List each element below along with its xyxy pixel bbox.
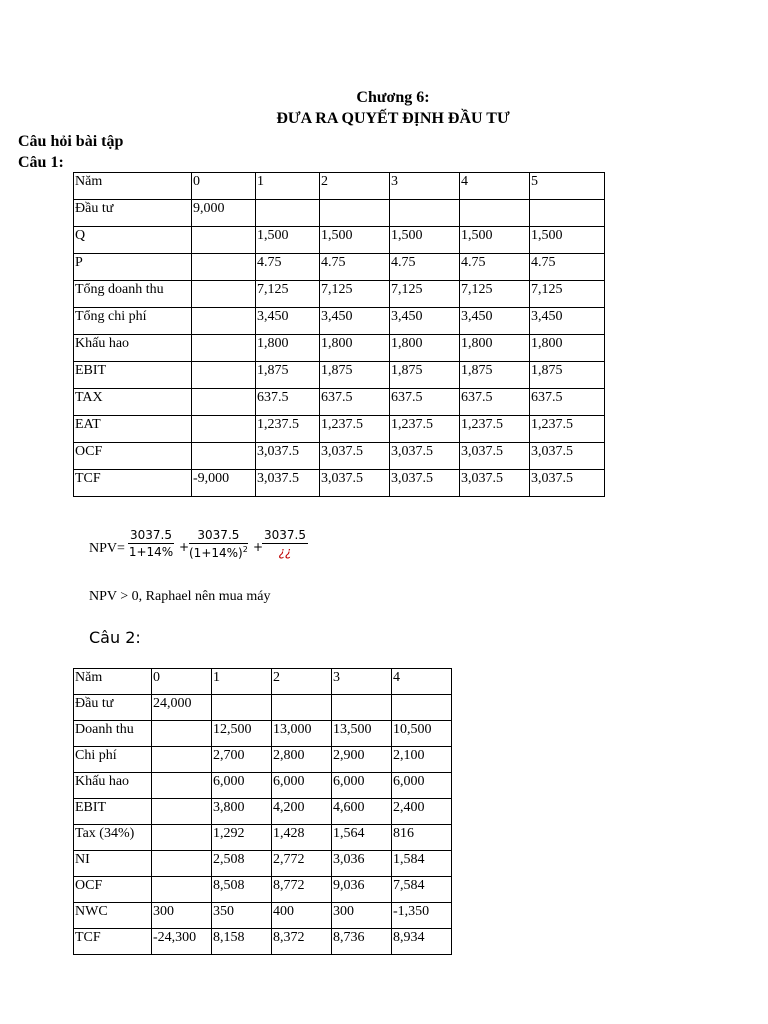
table-cell: 1,500	[390, 227, 460, 254]
plus-sign: +	[179, 540, 190, 554]
table-cell: 400	[272, 903, 332, 929]
table-row	[74, 362, 605, 389]
fraction-3-numerator: 3037.5	[264, 528, 306, 542]
table-cell: 2	[272, 669, 332, 695]
table-cell: 3,450	[256, 308, 320, 335]
table-row	[74, 308, 605, 335]
table-cell: -9,000	[192, 470, 256, 497]
npv-lhs: NPV=	[89, 541, 125, 556]
table-cell: 7,125	[530, 281, 605, 308]
table-cell: 4,600	[332, 799, 392, 825]
table-cell: 4,200	[272, 799, 332, 825]
table-cell: 7,125	[390, 281, 460, 308]
table-cell	[152, 747, 212, 773]
table-cell: 8,934	[392, 929, 452, 955]
table-cell: 3,450	[530, 308, 605, 335]
table-cell: 4.75	[256, 254, 320, 281]
table-row	[74, 443, 605, 470]
table-cell: 3	[332, 669, 392, 695]
table-cell	[192, 335, 256, 362]
fraction-1	[128, 528, 174, 559]
table-cell: 1,237.5	[390, 416, 460, 443]
table-cell: 6,000	[272, 773, 332, 799]
table-cell	[392, 695, 452, 721]
fraction-2-numerator: 3037.5	[189, 528, 248, 544]
row-label-cell: EAT	[74, 416, 192, 443]
table-cell	[152, 773, 212, 799]
table-cell: 637.5	[320, 389, 390, 416]
table-row	[74, 825, 452, 851]
table-cell	[192, 227, 256, 254]
table-cell: 0	[192, 173, 256, 200]
table-cell: 0	[152, 669, 212, 695]
table-cell: 6,000	[332, 773, 392, 799]
table-row	[74, 695, 452, 721]
table-cell: 7,584	[392, 877, 452, 903]
table-cell	[152, 851, 212, 877]
row-label-cell: Doanh thu	[74, 721, 152, 747]
fraction-2	[189, 528, 248, 560]
row-label-cell: Đầu tư	[74, 695, 152, 721]
row-label-cell: Q	[74, 227, 192, 254]
table-cell: 4.75	[320, 254, 390, 281]
question-1-label: Câu 1:	[18, 154, 64, 171]
plus-sign: +	[253, 540, 264, 554]
table-cell: 1	[256, 173, 320, 200]
table-cell	[530, 200, 605, 227]
table-cell	[272, 695, 332, 721]
table-cell: 1,237.5	[530, 416, 605, 443]
fraction-3-denominator: ¿¿	[278, 545, 292, 559]
table-cell: 2,100	[392, 747, 452, 773]
table-cell: 1,564	[332, 825, 392, 851]
table-cell: 2,400	[392, 799, 452, 825]
row-label-cell: Năm	[74, 669, 152, 695]
table-cell: 3,800	[212, 799, 272, 825]
cashflow-table-2	[73, 668, 452, 955]
table-cell: 1,800	[390, 335, 460, 362]
table-cell: 8,772	[272, 877, 332, 903]
table-cell	[390, 200, 460, 227]
row-label-cell: NWC	[74, 903, 152, 929]
row-label-cell: Khấu hao	[74, 773, 152, 799]
table-cell	[192, 254, 256, 281]
table-row	[74, 721, 452, 747]
table-cell: 1,875	[530, 362, 605, 389]
table-row	[74, 669, 452, 695]
table-cell: 8,158	[212, 929, 272, 955]
row-label-cell: TAX	[74, 389, 192, 416]
table-cell: 9,000	[192, 200, 256, 227]
row-label-cell: Đầu tư	[74, 200, 192, 227]
table-cell: 2,700	[212, 747, 272, 773]
table-cell: 6,000	[212, 773, 272, 799]
table-cell: 6,000	[392, 773, 452, 799]
table-row	[74, 200, 605, 227]
table-cell: 7,125	[320, 281, 390, 308]
table-cell: 8,508	[212, 877, 272, 903]
table-cell: 8,736	[332, 929, 392, 955]
table-cell: 1,875	[460, 362, 530, 389]
cashflow-table-1	[73, 172, 605, 497]
table-cell: 637.5	[390, 389, 460, 416]
table-cell	[192, 281, 256, 308]
table-cell: 3,037.5	[320, 470, 390, 497]
table-cell: 1,875	[256, 362, 320, 389]
fraction-2-exponent: 2	[242, 545, 248, 554]
table-cell: 1,800	[460, 335, 530, 362]
table-cell	[320, 200, 390, 227]
table-cell: 3,037.5	[390, 443, 460, 470]
table-cell: 637.5	[256, 389, 320, 416]
table-cell: 3,037.5	[256, 443, 320, 470]
table-cell: 637.5	[460, 389, 530, 416]
table-cell	[192, 443, 256, 470]
row-label-cell: P	[74, 254, 192, 281]
table-cell: 1,428	[272, 825, 332, 851]
table-cell: 10,500	[392, 721, 452, 747]
table-cell	[192, 308, 256, 335]
table-row	[74, 227, 605, 254]
row-label-cell: Khấu hao	[74, 335, 192, 362]
table-cell: 1	[212, 669, 272, 695]
row-label-cell: Tổng chi phí	[74, 308, 192, 335]
row-label-cell: EBIT	[74, 362, 192, 389]
table-cell: 3,450	[390, 308, 460, 335]
table-cell: 24,000	[152, 695, 212, 721]
fraction-1-denominator: 1+14%	[128, 545, 174, 559]
table-cell: -24,300	[152, 929, 212, 955]
row-label-cell: Tax (34%)	[74, 825, 152, 851]
table-cell	[460, 200, 530, 227]
table-cell: 300	[152, 903, 212, 929]
table-cell: 5	[530, 173, 605, 200]
table-cell: 816	[392, 825, 452, 851]
table-cell: 1,292	[212, 825, 272, 851]
table-cell: 13,000	[272, 721, 332, 747]
table-cell	[192, 389, 256, 416]
section-heading: Câu hỏi bài tập	[18, 133, 124, 150]
table-cell: 9,036	[332, 877, 392, 903]
table-cell: 3,037.5	[256, 470, 320, 497]
table-row	[74, 470, 605, 497]
table-cell: 2	[320, 173, 390, 200]
table-cell: 3,450	[460, 308, 530, 335]
fraction-2-denominator: (1+14%)	[189, 546, 243, 560]
table-cell: 1,500	[530, 227, 605, 254]
table-row	[74, 877, 452, 903]
table-cell: 2,900	[332, 747, 392, 773]
table-cell: 1,237.5	[256, 416, 320, 443]
table-cell: 2,772	[272, 851, 332, 877]
table-cell: 1,500	[320, 227, 390, 254]
table-cell: 7,125	[256, 281, 320, 308]
table-cell	[332, 695, 392, 721]
row-label-cell: EBIT	[74, 799, 152, 825]
table-cell	[152, 721, 212, 747]
table-cell: 1,237.5	[320, 416, 390, 443]
table-cell: 3,037.5	[530, 443, 605, 470]
table-row	[74, 903, 452, 929]
table-cell: 1,800	[256, 335, 320, 362]
table-cell: 3,037.5	[460, 443, 530, 470]
row-label-cell: TCF	[74, 929, 152, 955]
table-cell: 1,875	[320, 362, 390, 389]
question-2-label: Câu 2:	[89, 628, 141, 647]
table-row	[74, 389, 605, 416]
table-cell: 1,584	[392, 851, 452, 877]
table-cell: 3,037.5	[460, 470, 530, 497]
table-cell: 1,500	[460, 227, 530, 254]
table-row	[74, 254, 605, 281]
table-cell: 2,800	[272, 747, 332, 773]
table-cell: -1,350	[392, 903, 452, 929]
table-cell	[256, 200, 320, 227]
table-cell: 1,800	[530, 335, 605, 362]
table-cell: 7,125	[460, 281, 530, 308]
row-label-cell: OCF	[74, 443, 192, 470]
table-row	[74, 747, 452, 773]
table-cell: 3,036	[332, 851, 392, 877]
chapter-subtitle: ĐƯA RA QUYẾT ĐỊNH ĐẦU TƯ	[276, 110, 510, 127]
table-row	[74, 773, 452, 799]
table-cell: 1,800	[320, 335, 390, 362]
row-label-cell: TCF	[74, 470, 192, 497]
row-label-cell: NI	[74, 851, 152, 877]
table-cell	[192, 362, 256, 389]
row-label-cell: Năm	[74, 173, 192, 200]
row-label-cell: Chi phí	[74, 747, 152, 773]
chapter-title: Chương 6:	[356, 89, 430, 106]
fraction-1-numerator: 3037.5	[130, 528, 172, 542]
table-cell: 4.75	[460, 254, 530, 281]
table-row	[74, 335, 605, 362]
table-cell: 637.5	[530, 389, 605, 416]
table-row	[74, 851, 452, 877]
row-label-cell: Tổng doanh thu	[74, 281, 192, 308]
table-cell	[152, 877, 212, 903]
table-cell: 300	[332, 903, 392, 929]
table-cell: 3,037.5	[530, 470, 605, 497]
table-row	[74, 799, 452, 825]
fraction-3	[262, 528, 308, 559]
table-cell: 3,037.5	[320, 443, 390, 470]
row-label-cell: OCF	[74, 877, 152, 903]
table-cell: 1,875	[390, 362, 460, 389]
table-cell: 3,450	[320, 308, 390, 335]
table-cell	[152, 799, 212, 825]
table-cell	[212, 695, 272, 721]
table-cell: 4	[460, 173, 530, 200]
table-cell: 12,500	[212, 721, 272, 747]
table-cell: 8,372	[272, 929, 332, 955]
table-cell: 4.75	[390, 254, 460, 281]
table-cell: 1,237.5	[460, 416, 530, 443]
table-cell	[152, 825, 212, 851]
table-cell	[192, 416, 256, 443]
conclusion-text: NPV > 0, Raphael nên mua máy	[89, 589, 271, 604]
table-cell: 350	[212, 903, 272, 929]
table-cell: 3,037.5	[390, 470, 460, 497]
table-cell: 3	[390, 173, 460, 200]
table-cell: 4	[392, 669, 452, 695]
table-row	[74, 416, 605, 443]
table-row	[74, 281, 605, 308]
table-cell: 4.75	[530, 254, 605, 281]
table-cell: 1,500	[256, 227, 320, 254]
table-cell: 13,500	[332, 721, 392, 747]
table-row	[74, 173, 605, 200]
table-row	[74, 929, 452, 955]
table-cell: 2,508	[212, 851, 272, 877]
